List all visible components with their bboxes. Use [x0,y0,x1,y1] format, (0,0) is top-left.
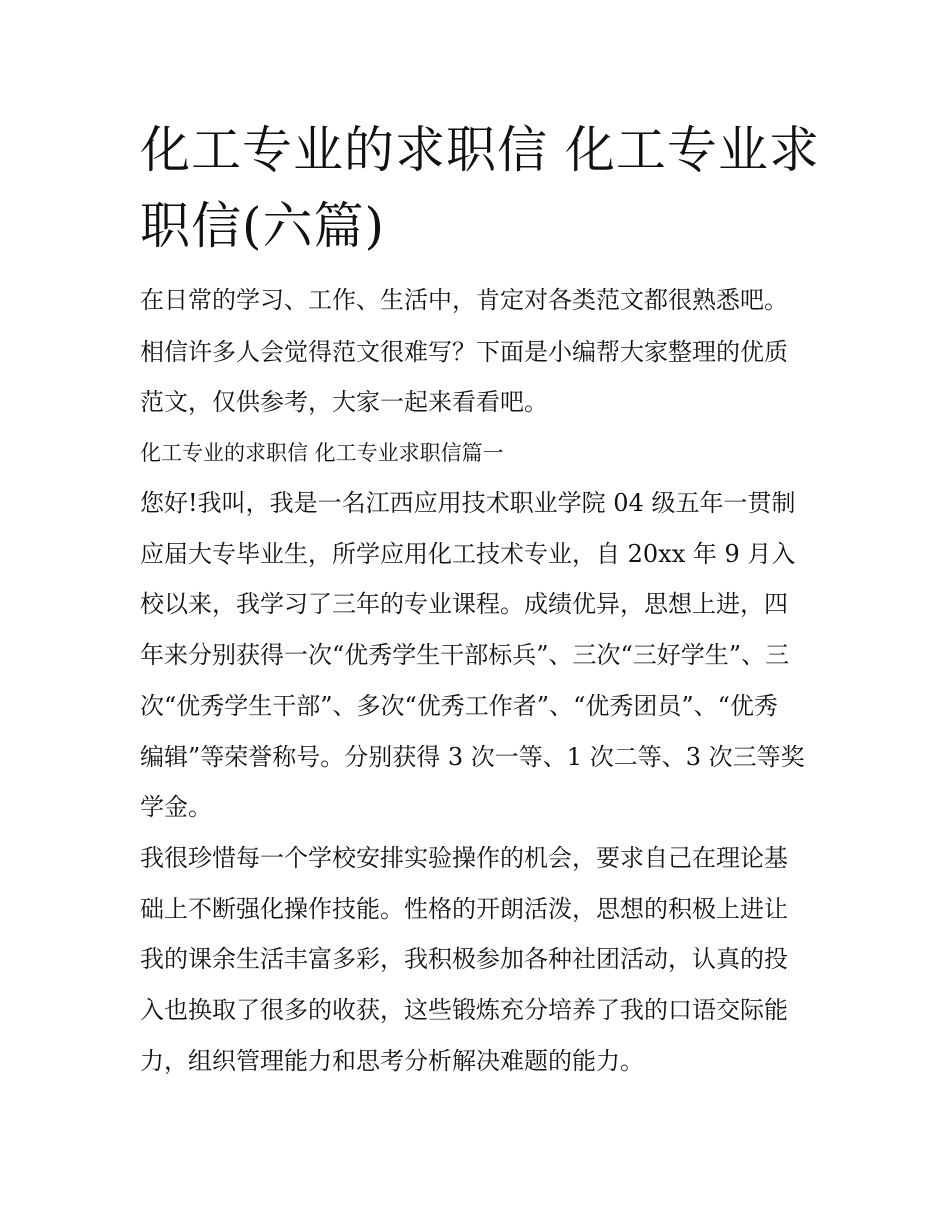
paragraph-2-line: 力，组织管理能力和思考分析解决难题的能力。 [140,1047,644,1075]
paragraph-2-line: 础上不断强化操作技能。性格的开朗活泼，思想的积极上进让 [140,895,788,923]
title-line-1: 化工专业的求职信 化工专业求 [140,121,820,179]
paragraph-1-line: 编辑”等荣誉称号。分别获得 3 次一等、1 次二等、3 次三等奖 [140,743,805,771]
paragraph-1-line: 年来分别获得一次“优秀学生干部标兵”、三次“三好学生”、三 [140,641,790,669]
paragraph-1-line: 应届大专毕业生，所学应用化工技术专业，自 20xx 年 9 月入 [140,540,796,568]
paragraph-2-line: 入也换取了很多的收获，这些锻炼充分培养了我的口语交际能 [140,996,788,1024]
intro-line: 在日常的学习、工作、生活中，肯定对各类范文都很熟悉吧。 [140,286,788,314]
paragraph-1-line: 次“优秀学生干部”、多次“优秀工作者”、“优秀团员”、“优秀 [140,692,778,720]
intro-line: 相信许多人会觉得范文很难写？下面是小编帮大家整理的优质 [140,338,788,366]
paragraph-2-line: 我很珍惜每一个学校安排实验操作的机会，要求自己在理论基 [140,844,788,872]
document-title [140,112,820,264]
title-line-2: 职信(六篇) [140,197,386,255]
paragraph-1-line: 校以来，我学习了三年的专业课程。成绩优异，思想上进，四 [140,590,788,618]
paragraph-1-line: 学金。 [140,793,212,821]
paragraph-2-line: 我的课余生活丰富多彩，我积极参加各种社团活动，认真的投 [140,945,788,973]
section-heading: 化工专业的求职信 化工专业求职信篇一 [140,441,504,465]
intro-line: 范文，仅供参考，大家一起来看看吧。 [140,388,548,416]
paragraph-1-line: 您好!我叫，我是一名江西应用技术职业学院 04 级五年一贯制 [140,489,796,517]
